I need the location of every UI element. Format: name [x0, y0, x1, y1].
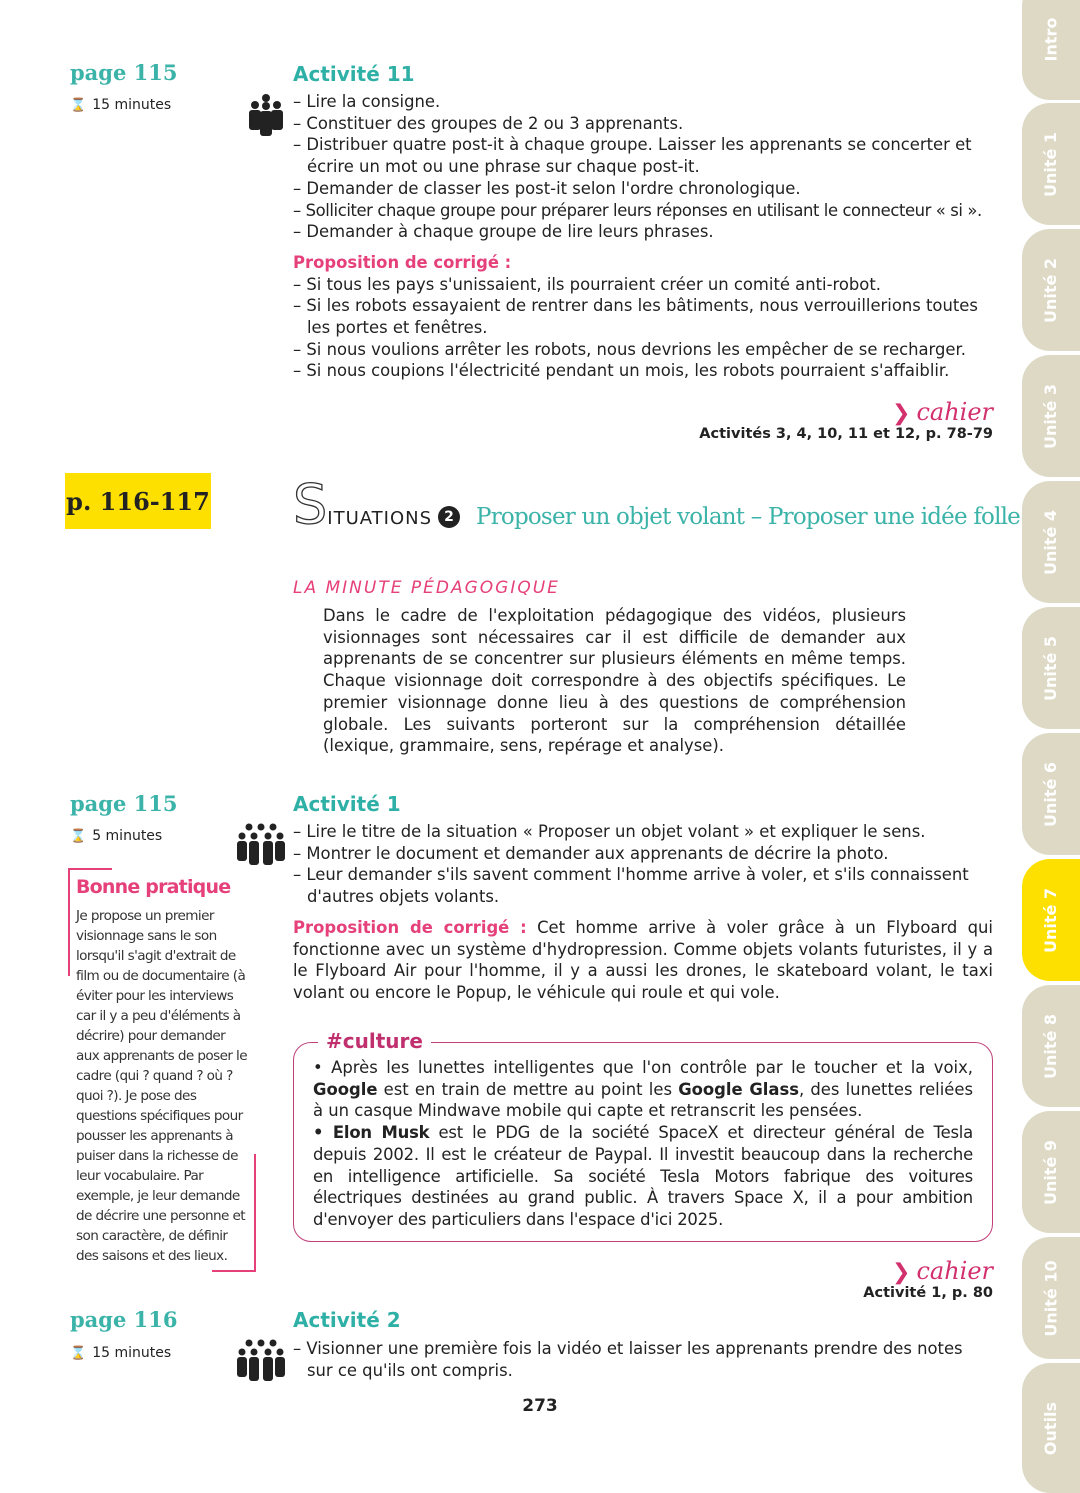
step: – Distribuer quatre post-it à chaque groupe. Laisser les apprenants se concerter et écrire un mot ou une phrase sur chaque post-it.	[293, 134, 993, 177]
page-reference: page 115	[70, 60, 178, 85]
page-number: 273	[522, 1396, 558, 1416]
bonne-pratique-text: Je propose un premier visionnage sans le son lorsqu'il s'agit d'extrait de film ou de documentaire (à éviter pour les interviews car il y a peu d'éléments à décrire) pour demander aux apprenants de poser le cadre (qui ? quand ? où ? quoi ?). Je pose des questions spécifiques pour pousser les apprenants à puiser dans la richesse de leur vocabulaire. Par exemple, je leur demande de décrire une personne et son caractère, de définir des saisons et des lieux.	[76, 908, 248, 1264]
corrige-item: – Si nous coupions l'électricité pendant un mois, les robots pourraient s'affaiblir.	[293, 360, 993, 382]
cahier-ref: Activité 1, p. 80	[863, 1285, 993, 1301]
cahier-reference	[699, 398, 993, 442]
tab-outils[interactable]: Outils	[1022, 1363, 1080, 1493]
corrige	[293, 917, 993, 1004]
culture-paragraph: • Elon Musk est le PDG de la société SpaceX et directeur général de Tesla depuis 2002. Il est le créateur de Paypal. Il investit beaucoup dans la recherche en intelligence artificielle. Sa société Tesla Motors fabrique des voitures électriques destinées au grand public. À travers Space X, il a pour ambition d'envoyer des particuliers dans l'espace d'ici 2025.	[313, 1123, 973, 1229]
tab-unite-1[interactable]: Unité 1	[1022, 103, 1080, 225]
step: – Solliciter chaque groupe pour préparer leurs réponses en utilisant le connecteur « si ».	[293, 200, 993, 222]
bonne-pratique-title: Bonne pratique	[76, 876, 231, 898]
step: – Lire la consigne.	[293, 91, 993, 113]
step: – Constituer des groupes de 2 ou 3 apprenants.	[293, 113, 993, 135]
minute-label: LA MINUTE PÉDAGOGIQUE	[293, 578, 560, 598]
pages-badge: p. 116-117	[65, 473, 211, 529]
unit-tabs	[1022, 0, 1080, 1465]
cahier-reference	[863, 1257, 993, 1301]
corrige-text: Cet homme arrive à voler grâce à un Flyboard qui fonctionne avec un système d'hydropression. Comme objets volants futuristes, il y a le Flyboard Air pour l'homme, il y a aussi les drones, le skateboard volant, le taxi volant ou encore le Popup, le véhicule qui roule et qui vole.	[293, 917, 993, 1002]
step: – Lire le titre de la situation « Proposer un objet volant » et expliquer le sens.	[293, 821, 993, 843]
situations-word: ITUATIONS	[327, 508, 433, 529]
duration-text: 15 minutes	[92, 1345, 172, 1361]
hourglass-icon: ⌛	[70, 98, 87, 113]
tab-unite-7[interactable]: Unité 7	[1022, 859, 1080, 981]
duration	[70, 1345, 171, 1361]
chevron-right-icon: ❯	[892, 1260, 911, 1285]
large-group-icon	[236, 1338, 286, 1382]
corrige-label: Proposition de corrigé :	[293, 917, 527, 937]
tab-unite-10[interactable]: Unité 10	[1022, 1237, 1080, 1359]
corrige-label: Proposition de corrigé :	[293, 252, 512, 272]
group-icon	[244, 93, 288, 137]
tab-unite-5[interactable]: Unité 5	[1022, 607, 1080, 729]
culture-text	[313, 1057, 973, 1231]
page-reference: page 115	[70, 791, 178, 816]
minute-text: Dans le cadre de l'exploitation pédagogique des vidéos, plusieurs visionnages sont nécessaires car il est difficile de demander aux apprenants de se concentrer sur plusieurs éléments en même temps. Chaque visionnage doit correspondre à des objectifs spécifiques. Le premier visionnage donne lieu à des questions de compréhension globale. Les suivants porteront sur la compréhension détaillée (lexique, grammaire, sens, repérage et analyse).	[323, 606, 906, 756]
tab-unite-2[interactable]: Unité 2	[1022, 229, 1080, 351]
step: – Visionner une première fois la vidéo et laisser les apprenants prendre des notes sur ce qu'ils ont compris.	[293, 1338, 993, 1381]
situation-header	[293, 470, 1020, 536]
activity-title: Activité 2	[293, 1308, 401, 1332]
hourglass-icon: ⌛	[70, 1346, 87, 1361]
duration-text: 5 minutes	[92, 828, 163, 844]
situation-number: 2	[438, 506, 460, 528]
step: – Demander de classer les post-it selon l'ordre chronologique.	[293, 178, 993, 200]
page-reference: page 116	[70, 1307, 178, 1332]
big-s: S	[293, 473, 328, 536]
step: – Leur demander s'ils savent comment l'homme arrive à voler, et s'ils connaissent d'autres objets volants.	[293, 864, 993, 907]
situation-title: Proposer un objet volant – Proposer une idée folle	[476, 504, 1020, 530]
activity-steps	[293, 91, 993, 382]
bonne-pratique-box	[68, 868, 256, 1272]
step: – Montrer le document et demander aux apprenants de décrire la photo.	[293, 843, 993, 865]
step: – Demander à chaque groupe de lire leurs phrases.	[293, 221, 993, 243]
activity-title: Activité 11	[293, 62, 415, 86]
tab-unite-4[interactable]: Unité 4	[1022, 481, 1080, 603]
corrige-item: – Si les robots essayaient de rentrer dans les bâtiments, nous verrouillerions toutes les portes et fenêtres.	[293, 295, 993, 338]
chevron-right-icon: ❯	[892, 401, 911, 426]
cahier-label: cahier	[916, 1257, 993, 1285]
corrige-item: – Si nous voulions arrêter les robots, nous devrions les empêcher de se recharger.	[293, 339, 993, 361]
corrige-item: – Si tous les pays s'unissaient, ils pourraient créer un comité anti-robot.	[293, 274, 993, 296]
hourglass-icon: ⌛	[70, 829, 87, 844]
activity-steps	[293, 821, 993, 1004]
tab-unite-9[interactable]: Unité 9	[1022, 1111, 1080, 1233]
tab-intro[interactable]: Intro	[1022, 0, 1080, 100]
cahier-ref: Activités 3, 4, 10, 11 et 12, p. 78-79	[699, 426, 993, 442]
culture-label: #culture	[318, 1029, 431, 1053]
duration	[70, 828, 162, 844]
tab-unite-6[interactable]: Unité 6	[1022, 733, 1080, 855]
large-group-icon	[236, 822, 286, 866]
activity-title: Activité 1	[293, 792, 401, 816]
activity-steps	[293, 1338, 993, 1381]
tab-unite-3[interactable]: Unité 3	[1022, 355, 1080, 477]
cahier-label: cahier	[916, 398, 993, 426]
duration	[70, 97, 171, 113]
culture-paragraph: • Après les lunettes intelligentes que l'on contrôle par le toucher et la voix, Google est en train de mettre au point les Google Glass, des lunettes reliées à un casque Mindwave mobile qui capte et retranscrit les pensées.	[313, 1058, 973, 1121]
tab-unite-8[interactable]: Unité 8	[1022, 985, 1080, 1107]
duration-text: 15 minutes	[92, 97, 172, 113]
